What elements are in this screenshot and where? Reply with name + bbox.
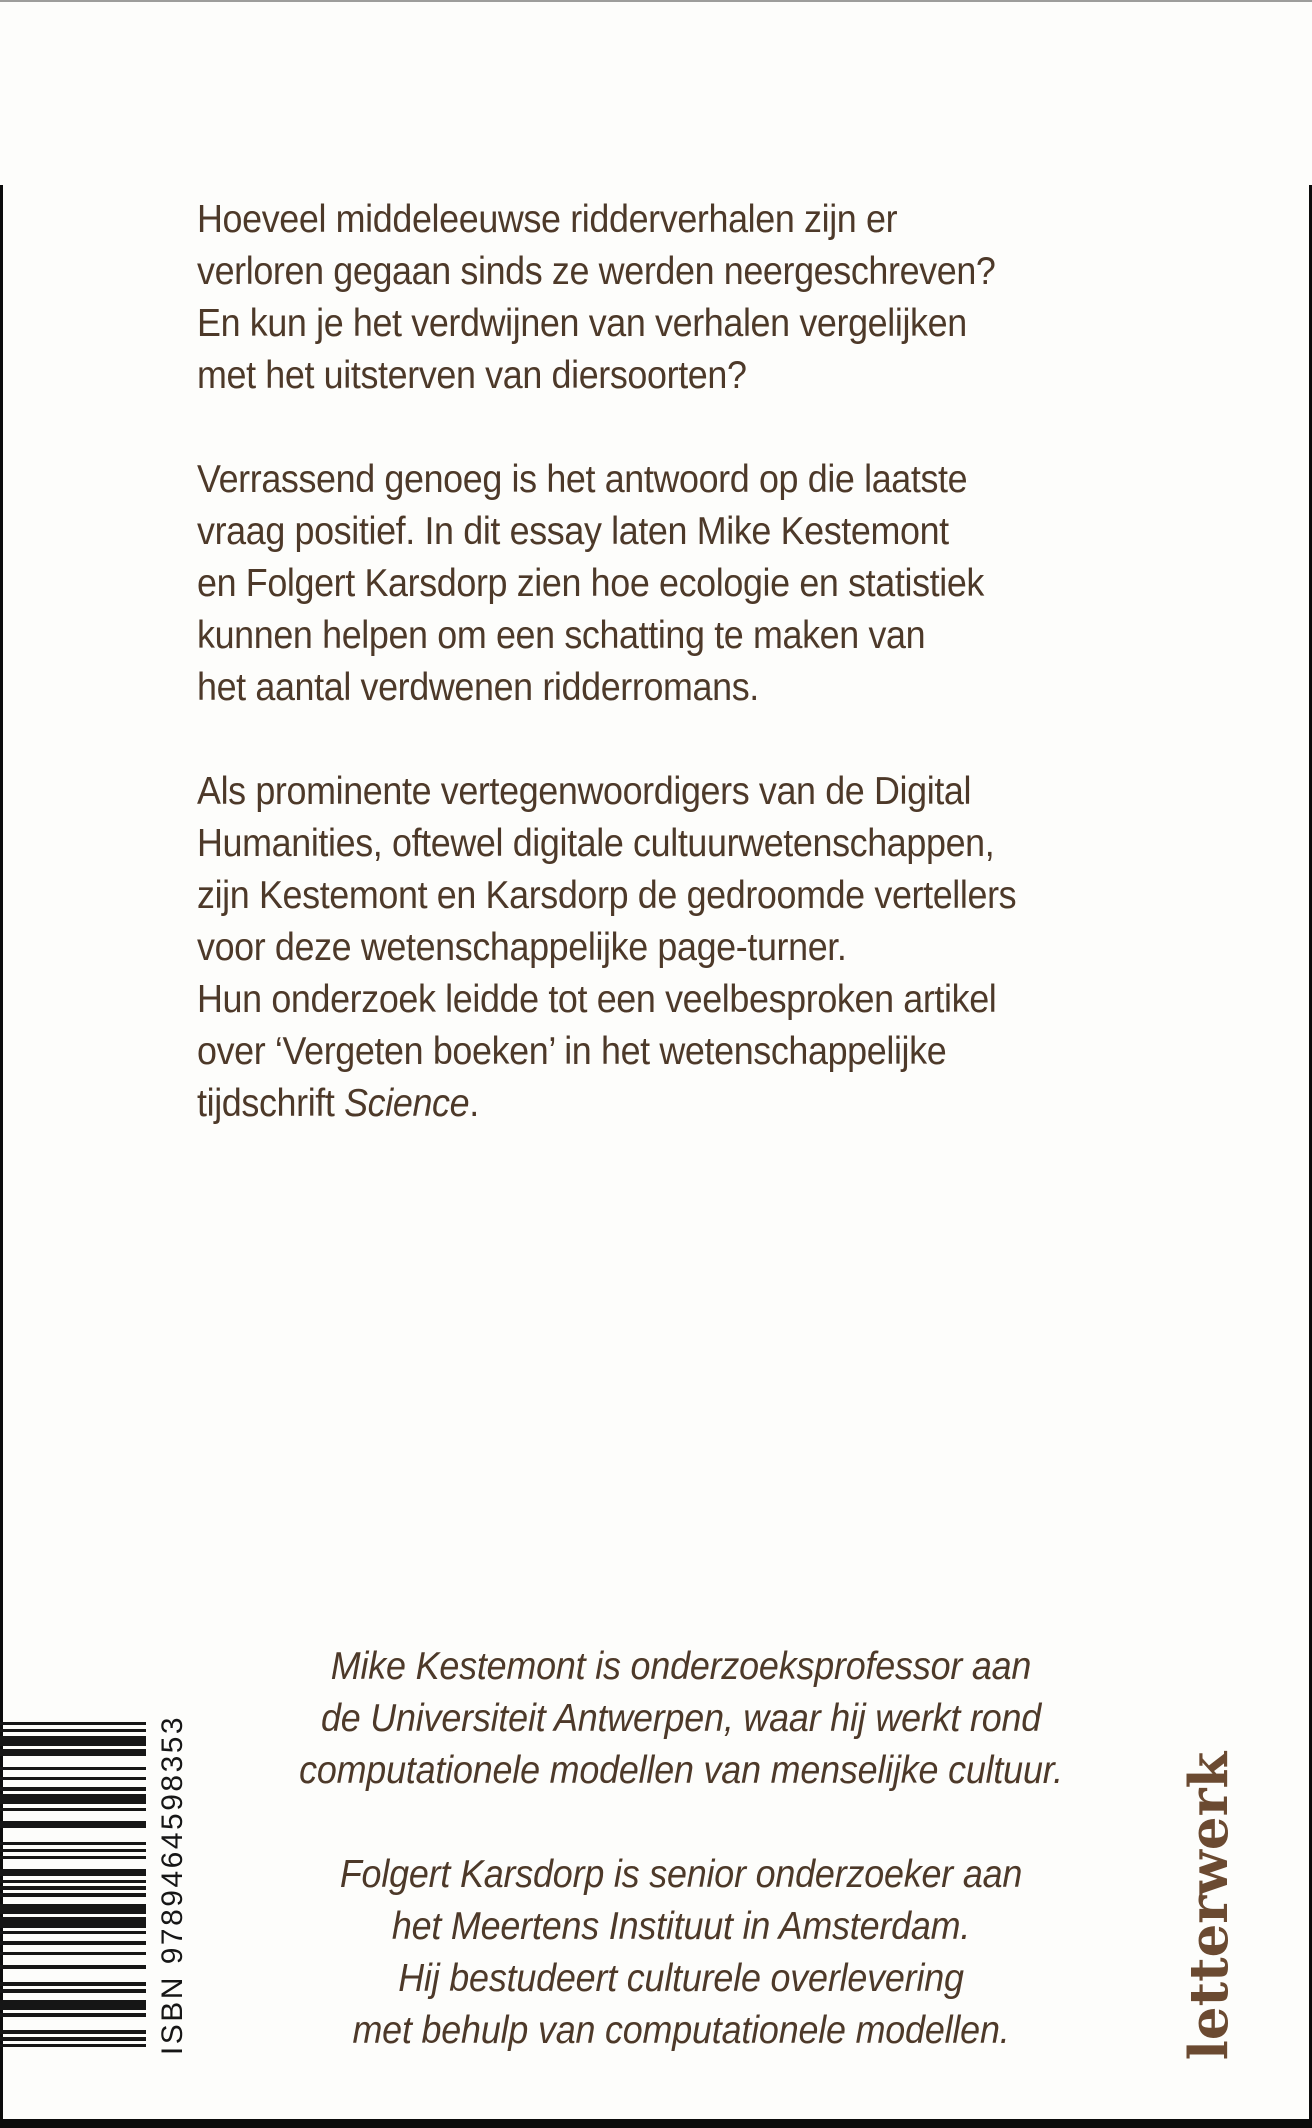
barcode-bars [0,1722,146,2048]
author-bios [216,1641,1145,2109]
page-edge-bottom [0,2119,1312,2128]
page-edge-top [0,0,1312,2]
blurb-text [197,194,1172,1182]
publisher-logo [1176,1751,1242,2061]
isbn-label [146,1714,200,2056]
blurb-paragraph-questions: Hoeveel middeleeuwse ridderverhalen zijn er verloren gegaan sinds ze werden neergeschreven? En kun je het verdwijnen van verhalen vergelijken met het uitsterven van diersoorten? [197,198,996,397]
publisher-logo-text: letterwerk [1178,1751,1240,2061]
bio-folgert-karsdorp: Folgert Karsdorp is senior onderzoeker aan het Meertens Instituut in Amsterdam. Hij bestudeert culturele overlevering met behulp van computationele modellen. [339,1853,1023,2052]
blurb-paragraph-authors: Als prominente vertegenwoordigers van de Digital Humanities, oftewel digitale cultuurwetenschappen, zijn Kestemont en Karsdorp de gedroomde vertellers voor deze wetenschappelijke page-turner. Hun onderzoek leidde tot een veelbesproken artikel over ‘Vergeten boeken’ in het wetenschappelijke tijdschrift Science. [197,770,1017,1125]
blurb-paragraph-answer: Verrassend genoeg is het antwoord op die laatste vraag positief. In dit essay laten Mike Kestemont en Folgert Karsdorp zien hoe ecologie en statistiek kunnen helpen om een schatting te maken van het aantal verdwenen ridderromans. [197,458,985,709]
bio-mike-kestemont: Mike Kestemont is onderzoeksprofessor aan de Universiteit Antwerpen, waar hij werkt rond computationele modellen van menselijke cultuur. [299,1645,1063,1792]
isbn-text: ISBN 9789464598353 [156,1714,189,2056]
